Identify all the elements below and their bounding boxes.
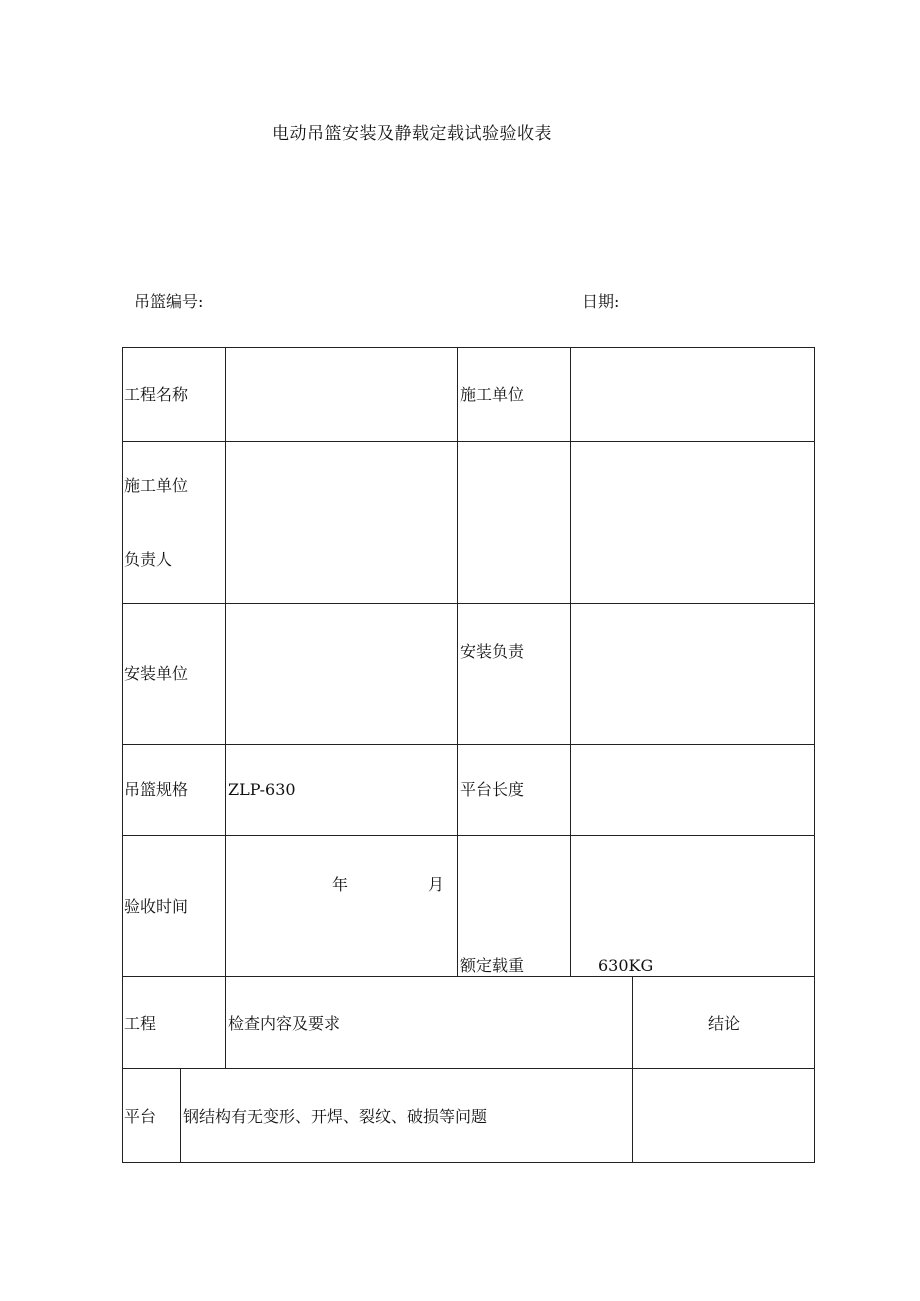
column-divider [225, 347, 226, 976]
column-divider [180, 1068, 181, 1162]
basket-spec-label: 吊篮规格 [124, 780, 189, 799]
column-divider [457, 347, 458, 976]
column-divider [632, 976, 633, 1162]
acceptance-time-label: 验收时间 [124, 897, 189, 916]
conclusion-header: 结论 [708, 1014, 741, 1033]
construction-unit-responsible-label-line1: 施工单位 [124, 476, 189, 495]
installation-responsible-label: 安装负责 [460, 642, 525, 661]
item-column-header: 工程 [124, 1014, 157, 1033]
document-title: 电动吊篮安装及静载定载试验验收表 [272, 124, 552, 144]
year-label: 年 [332, 875, 349, 894]
construction-unit-responsible-label-line2: 负责人 [124, 550, 173, 569]
installation-unit-label: 安装单位 [124, 664, 189, 683]
construction-unit-label: 施工单位 [460, 385, 525, 404]
platform-inspection-requirement: 钢结构有无变形、开焊、裂纹、破损等问题 [183, 1107, 488, 1126]
platform-item-label: 平台 [124, 1107, 157, 1126]
column-divider [570, 347, 571, 976]
table-border-bottom [122, 1162, 815, 1163]
inspection-content-header: 检查内容及要求 [228, 1014, 341, 1033]
column-divider [225, 976, 226, 1068]
project-name-label: 工程名称 [124, 385, 189, 404]
table-border-left [122, 347, 123, 1163]
table-border-right [814, 347, 815, 1163]
basket-spec-value: ZLP-630 [228, 780, 296, 799]
date-label: 日期: [582, 292, 620, 311]
month-label: 月 [428, 875, 445, 894]
rated-load-value: 630KG [598, 956, 654, 975]
platform-length-label: 平台长度 [460, 780, 525, 799]
basket-number-label: 吊篮编号: [134, 292, 204, 311]
row-divider [122, 1068, 815, 1069]
rated-load-label: 额定载重 [460, 956, 525, 975]
